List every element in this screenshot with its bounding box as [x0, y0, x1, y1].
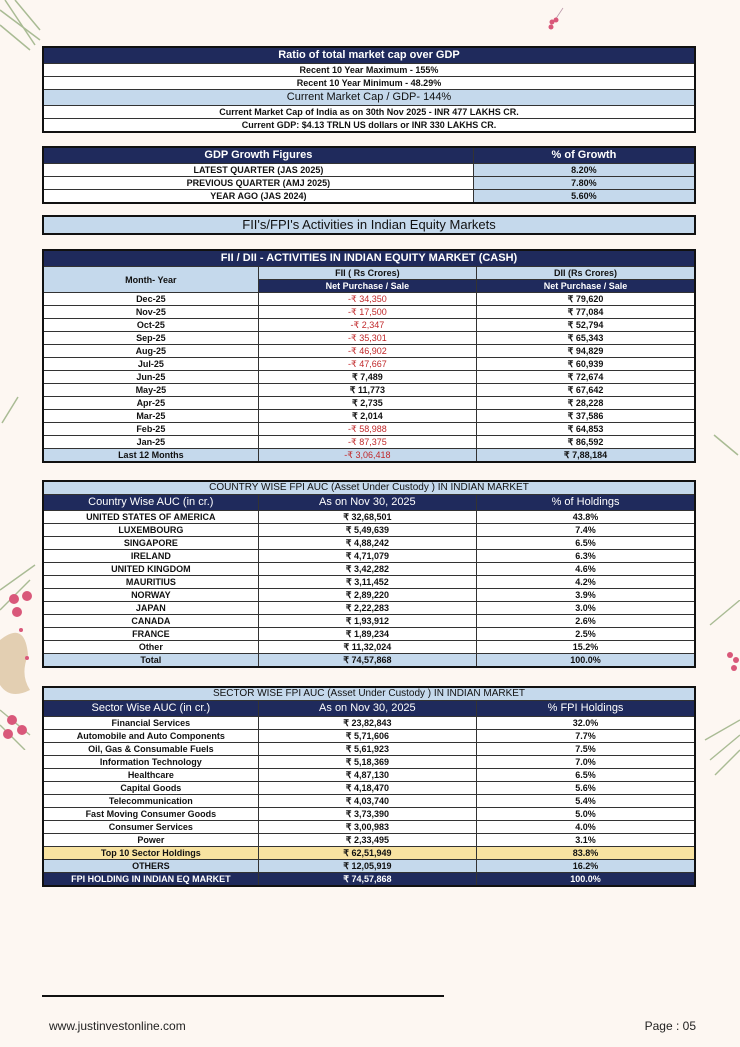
footer-divider [42, 995, 444, 997]
gdp-growth-header-pct: % of Growth [473, 147, 695, 164]
fii-dii-row [43, 410, 695, 423]
sector-header-pct: % FPI Holdings [477, 701, 695, 717]
section-title-box [42, 215, 696, 235]
sub-dii: Net Purchase / Sale [477, 280, 695, 293]
fii-dii-row-cell-2: ₹ 52,794 [477, 319, 695, 332]
fii-dii-row [43, 371, 695, 384]
gdp-growth-row-cell-1: 7.80% [473, 177, 695, 190]
country-row [43, 537, 695, 550]
sector-row [43, 834, 695, 847]
country-row-cell-0: MAURITIUS [43, 576, 258, 589]
sector-row [43, 717, 695, 730]
sector-row-cell-0: Consumer Services [43, 821, 258, 834]
fii-dii-row [43, 345, 695, 358]
sector-row-cell-0: Oil, Gas & Consumable Fuels [43, 743, 258, 756]
sector-row-cell-0: Capital Goods [43, 782, 258, 795]
country-row-cell-0: IRELAND [43, 550, 258, 563]
country-row-cell-2: 6.3% [477, 550, 695, 563]
country-row-cell-0: FRANCE [43, 628, 258, 641]
fii-dii-row-cell-1: -₹ 2,347 [258, 319, 476, 332]
sub-fii: Net Purchase / Sale [258, 280, 476, 293]
sector-row-cell-0: Fast Moving Consumer Goods [43, 808, 258, 821]
sector-header-name: Sector Wise AUC (in cr.) [43, 701, 258, 717]
fii-dii-row-cell-2: ₹ 79,620 [477, 293, 695, 306]
sector-row-cell-2: 3.1% [477, 834, 695, 847]
sector-row [43, 769, 695, 782]
fii-dii-row-cell-2: ₹ 67,642 [477, 384, 695, 397]
sector-row-cell-1: ₹ 3,73,390 [258, 808, 476, 821]
sector-row-cell-1: ₹ 4,87,130 [258, 769, 476, 782]
fii-dii-row-cell-1: -₹ 58,988 [258, 423, 476, 436]
sector-total-value: ₹ 74,57,868 [258, 873, 476, 887]
section-title: FII's/FPI's Activities in Indian Equity Markets [43, 216, 695, 234]
country-total-label: Total [43, 654, 258, 668]
country-row-cell-1: ₹ 32,68,501 [258, 511, 476, 524]
sector-row-cell-2: 32.0% [477, 717, 695, 730]
fii-dii-row-cell-0: Mar-25 [43, 410, 258, 423]
fii-dii-row-cell-1: -₹ 35,301 [258, 332, 476, 345]
fii-dii-row [43, 319, 695, 332]
country-row-cell-1: ₹ 1,93,912 [258, 615, 476, 628]
sector-auc-table [42, 686, 696, 887]
country-row-cell-0: LUXEMBOURG [43, 524, 258, 537]
country-row-cell-0: UNITED STATES OF AMERICA [43, 511, 258, 524]
fii-dii-row-cell-1: ₹ 2,014 [258, 410, 476, 423]
gdp-growth-row [43, 190, 695, 204]
fii-dii-table [42, 249, 696, 463]
gdp-growth-row-cell-0: LATEST QUARTER (JAS 2025) [43, 164, 473, 177]
country-row-cell-2: 3.0% [477, 602, 695, 615]
country-row [43, 628, 695, 641]
fii-dii-row-cell-2: ₹ 65,343 [477, 332, 695, 345]
fii-dii-row-cell-2: ₹ 37,586 [477, 410, 695, 423]
sector-row-cell-2: 5.6% [477, 782, 695, 795]
country-header-name: Country Wise AUC (in cr.) [43, 495, 258, 511]
sector-row-cell-2: 6.5% [477, 769, 695, 782]
sector-row-cell-0: Telecommunication [43, 795, 258, 808]
mcap-gdp-market-cap: Current Market Cap of India as on 30th Nov 2025 - INR 477 LAKHS CR. [43, 106, 695, 119]
gdp-growth-row-cell-1: 8.20% [473, 164, 695, 177]
sector-row-cell-2: 5.0% [477, 808, 695, 821]
country-row-cell-0: SINGAPORE [43, 537, 258, 550]
sector-others-label: OTHERS [43, 860, 258, 873]
gdp-growth-header-label: GDP Growth Figures [43, 147, 473, 164]
country-auc-title: COUNTRY WISE FPI AUC (Asset Under Custody ) IN INDIAN MARKET [43, 481, 695, 495]
country-row-cell-0: UNITED KINGDOM [43, 563, 258, 576]
country-row [43, 602, 695, 615]
sector-row [43, 795, 695, 808]
sector-row-cell-1: ₹ 3,00,983 [258, 821, 476, 834]
fii-dii-row-cell-1: -₹ 34,350 [258, 293, 476, 306]
sector-row-cell-2: 5.4% [477, 795, 695, 808]
sector-row-cell-2: 4.0% [477, 821, 695, 834]
holly-decoration-left [0, 560, 40, 750]
fii-dii-row [43, 332, 695, 345]
mcap-gdp-title: Ratio of total market cap over GDP [43, 47, 695, 64]
fii-dii-row [43, 358, 695, 371]
gdp-growth-table [42, 146, 696, 204]
sector-row-cell-2: 7.5% [477, 743, 695, 756]
fii-dii-row-cell-1: -₹ 46,902 [258, 345, 476, 358]
sector-row [43, 821, 695, 834]
fii-dii-row [43, 423, 695, 436]
country-row-cell-2: 6.5% [477, 537, 695, 550]
country-row-cell-2: 3.9% [477, 589, 695, 602]
gdp-growth-row-cell-0: YEAR AGO (JAS 2024) [43, 190, 473, 204]
fii-dii-row-cell-1: -₹ 47,667 [258, 358, 476, 371]
country-row-cell-2: 4.6% [477, 563, 695, 576]
fii-dii-row-cell-2: ₹ 72,674 [477, 371, 695, 384]
country-row-cell-1: ₹ 2,89,220 [258, 589, 476, 602]
country-row-cell-2: 2.5% [477, 628, 695, 641]
fii-dii-row [43, 293, 695, 306]
fii-dii-row-cell-1: -₹ 87,375 [258, 436, 476, 449]
country-row-cell-2: 15.2% [477, 641, 695, 654]
country-row-cell-2: 2.6% [477, 615, 695, 628]
sector-auc-title: SECTOR WISE FPI AUC (Asset Under Custody ) IN INDIAN MARKET [43, 687, 695, 701]
country-header-pct: % of Holdings [477, 495, 695, 511]
sector-row-cell-0: Healthcare [43, 769, 258, 782]
sector-row-cell-1: ₹ 5,61,923 [258, 743, 476, 756]
sector-row-cell-0: Information Technology [43, 756, 258, 769]
sector-row-cell-1: ₹ 5,18,369 [258, 756, 476, 769]
country-row-cell-0: NORWAY [43, 589, 258, 602]
holly-decoration-right [700, 600, 740, 780]
country-row-cell-1: ₹ 4,71,079 [258, 550, 476, 563]
sector-row-cell-1: ₹ 23,82,843 [258, 717, 476, 730]
sector-row-cell-0: Power [43, 834, 258, 847]
gdp-growth-row [43, 164, 695, 177]
pine-sprig-decoration-left [0, 395, 22, 425]
fii-dii-row-cell-0: Jul-25 [43, 358, 258, 371]
sector-row-cell-0: Financial Services [43, 717, 258, 730]
sector-others-value: ₹ 12,05,919 [258, 860, 476, 873]
fii-dii-row-cell-0: May-25 [43, 384, 258, 397]
fii-dii-row-cell-2: ₹ 64,853 [477, 423, 695, 436]
gdp-growth-row-cell-1: 5.60% [473, 190, 695, 204]
country-header-value: As on Nov 30, 2025 [258, 495, 476, 511]
mcap-gdp-gdp: Current GDP: $4.13 TRLN US dollars or INR 330 LAKHS CR. [43, 119, 695, 133]
fii-dii-row [43, 436, 695, 449]
col-fii: FII ( Rs Crores) [258, 267, 476, 280]
footer-website-link[interactable]: www.justinvestonline.com [49, 1019, 186, 1033]
col-dii: DII (Rs Crores) [477, 267, 695, 280]
fii-dii-row-cell-2: ₹ 60,939 [477, 358, 695, 371]
fii-dii-row-cell-0: Dec-25 [43, 293, 258, 306]
country-row [43, 576, 695, 589]
fii-dii-row-cell-2: ₹ 86,592 [477, 436, 695, 449]
country-row-cell-1: ₹ 2,22,283 [258, 602, 476, 615]
country-row [43, 550, 695, 563]
country-row [43, 524, 695, 537]
country-row [43, 563, 695, 576]
sector-header-value: As on Nov 30, 2025 [258, 701, 476, 717]
fii-total-label: Last 12 Months [43, 449, 258, 463]
berries-decoration-top [545, 5, 565, 30]
fii-dii-row-cell-0: Jan-25 [43, 436, 258, 449]
footer-page-number: Page : 05 [644, 1019, 696, 1033]
sector-row [43, 782, 695, 795]
country-row-cell-1: ₹ 11,32,024 [258, 641, 476, 654]
mcap-gdp-max: Recent 10 Year Maximum - 155% [43, 64, 695, 77]
country-row [43, 641, 695, 654]
country-row-cell-2: 43.8% [477, 511, 695, 524]
fii-dii-row-cell-0: Oct-25 [43, 319, 258, 332]
fii-total-value: -₹ 3,06,418 [258, 449, 476, 463]
country-row-cell-0: Other [43, 641, 258, 654]
fii-dii-row-cell-0: Apr-25 [43, 397, 258, 410]
country-auc-table [42, 480, 696, 668]
sector-row [43, 808, 695, 821]
fii-dii-row-cell-2: ₹ 77,084 [477, 306, 695, 319]
fii-dii-row-cell-1: ₹ 2,735 [258, 397, 476, 410]
fii-dii-row-cell-2: ₹ 28,228 [477, 397, 695, 410]
sector-row-cell-1: ₹ 4,03,740 [258, 795, 476, 808]
country-row [43, 589, 695, 602]
sector-row-cell-2: 7.7% [477, 730, 695, 743]
sector-row-cell-1: ₹ 5,71,606 [258, 730, 476, 743]
mcap-gdp-current: Current Market Cap / GDP- 144% [43, 90, 695, 106]
fii-dii-row-cell-0: Feb-25 [43, 423, 258, 436]
sector-top10-label: Top 10 Sector Holdings [43, 847, 258, 860]
country-row-cell-1: ₹ 5,49,639 [258, 524, 476, 537]
sector-top10-pct: 83.8% [477, 847, 695, 860]
fii-dii-row-cell-2: ₹ 94,829 [477, 345, 695, 358]
sector-row-cell-0: Automobile and Auto Components [43, 730, 258, 743]
sector-top10-value: ₹ 62,51,949 [258, 847, 476, 860]
col-month-year: Month- Year [43, 267, 258, 293]
country-row-cell-0: CANADA [43, 615, 258, 628]
fii-dii-row-cell-0: Jun-25 [43, 371, 258, 384]
sector-total-label: FPI HOLDING IN INDIAN EQ MARKET [43, 873, 258, 887]
fii-dii-row [43, 306, 695, 319]
country-total-value: ₹ 74,57,868 [258, 654, 476, 668]
country-total-pct: 100.0% [477, 654, 695, 668]
sector-total-pct: 100.0% [477, 873, 695, 887]
fii-dii-row [43, 384, 695, 397]
fii-dii-title: FII / DII - ACTIVITIES IN INDIAN EQUITY MARKET (CASH) [43, 250, 695, 267]
country-row-cell-2: 7.4% [477, 524, 695, 537]
fii-dii-row-cell-0: Aug-25 [43, 345, 258, 358]
country-row [43, 615, 695, 628]
mcap-gdp-min: Recent 10 Year Minimum - 48.29% [43, 77, 695, 90]
sector-row-cell-1: ₹ 4,18,470 [258, 782, 476, 795]
country-row-cell-1: ₹ 4,88,242 [258, 537, 476, 550]
country-row [43, 511, 695, 524]
gdp-growth-row [43, 177, 695, 190]
pine-sprig-decoration-right [712, 430, 740, 460]
sector-others-pct: 16.2% [477, 860, 695, 873]
country-row-cell-0: JAPAN [43, 602, 258, 615]
fii-dii-row-cell-1: ₹ 7,489 [258, 371, 476, 384]
fii-dii-row [43, 397, 695, 410]
fii-dii-row-cell-1: -₹ 17,500 [258, 306, 476, 319]
sector-row [43, 730, 695, 743]
sector-row [43, 756, 695, 769]
country-row-cell-1: ₹ 3,11,452 [258, 576, 476, 589]
gdp-growth-row-cell-0: PREVIOUS QUARTER (AMJ 2025) [43, 177, 473, 190]
fii-dii-row-cell-0: Sep-25 [43, 332, 258, 345]
mcap-gdp-table [42, 46, 696, 133]
sector-row-cell-1: ₹ 2,33,495 [258, 834, 476, 847]
fii-dii-row-cell-1: ₹ 11,773 [258, 384, 476, 397]
fii-dii-row-cell-0: Nov-25 [43, 306, 258, 319]
country-row-cell-2: 4.2% [477, 576, 695, 589]
sector-row-cell-2: 7.0% [477, 756, 695, 769]
dii-total-value: ₹ 7,88,184 [477, 449, 695, 463]
sector-row [43, 743, 695, 756]
country-row-cell-1: ₹ 3,42,282 [258, 563, 476, 576]
country-row-cell-1: ₹ 1,89,234 [258, 628, 476, 641]
